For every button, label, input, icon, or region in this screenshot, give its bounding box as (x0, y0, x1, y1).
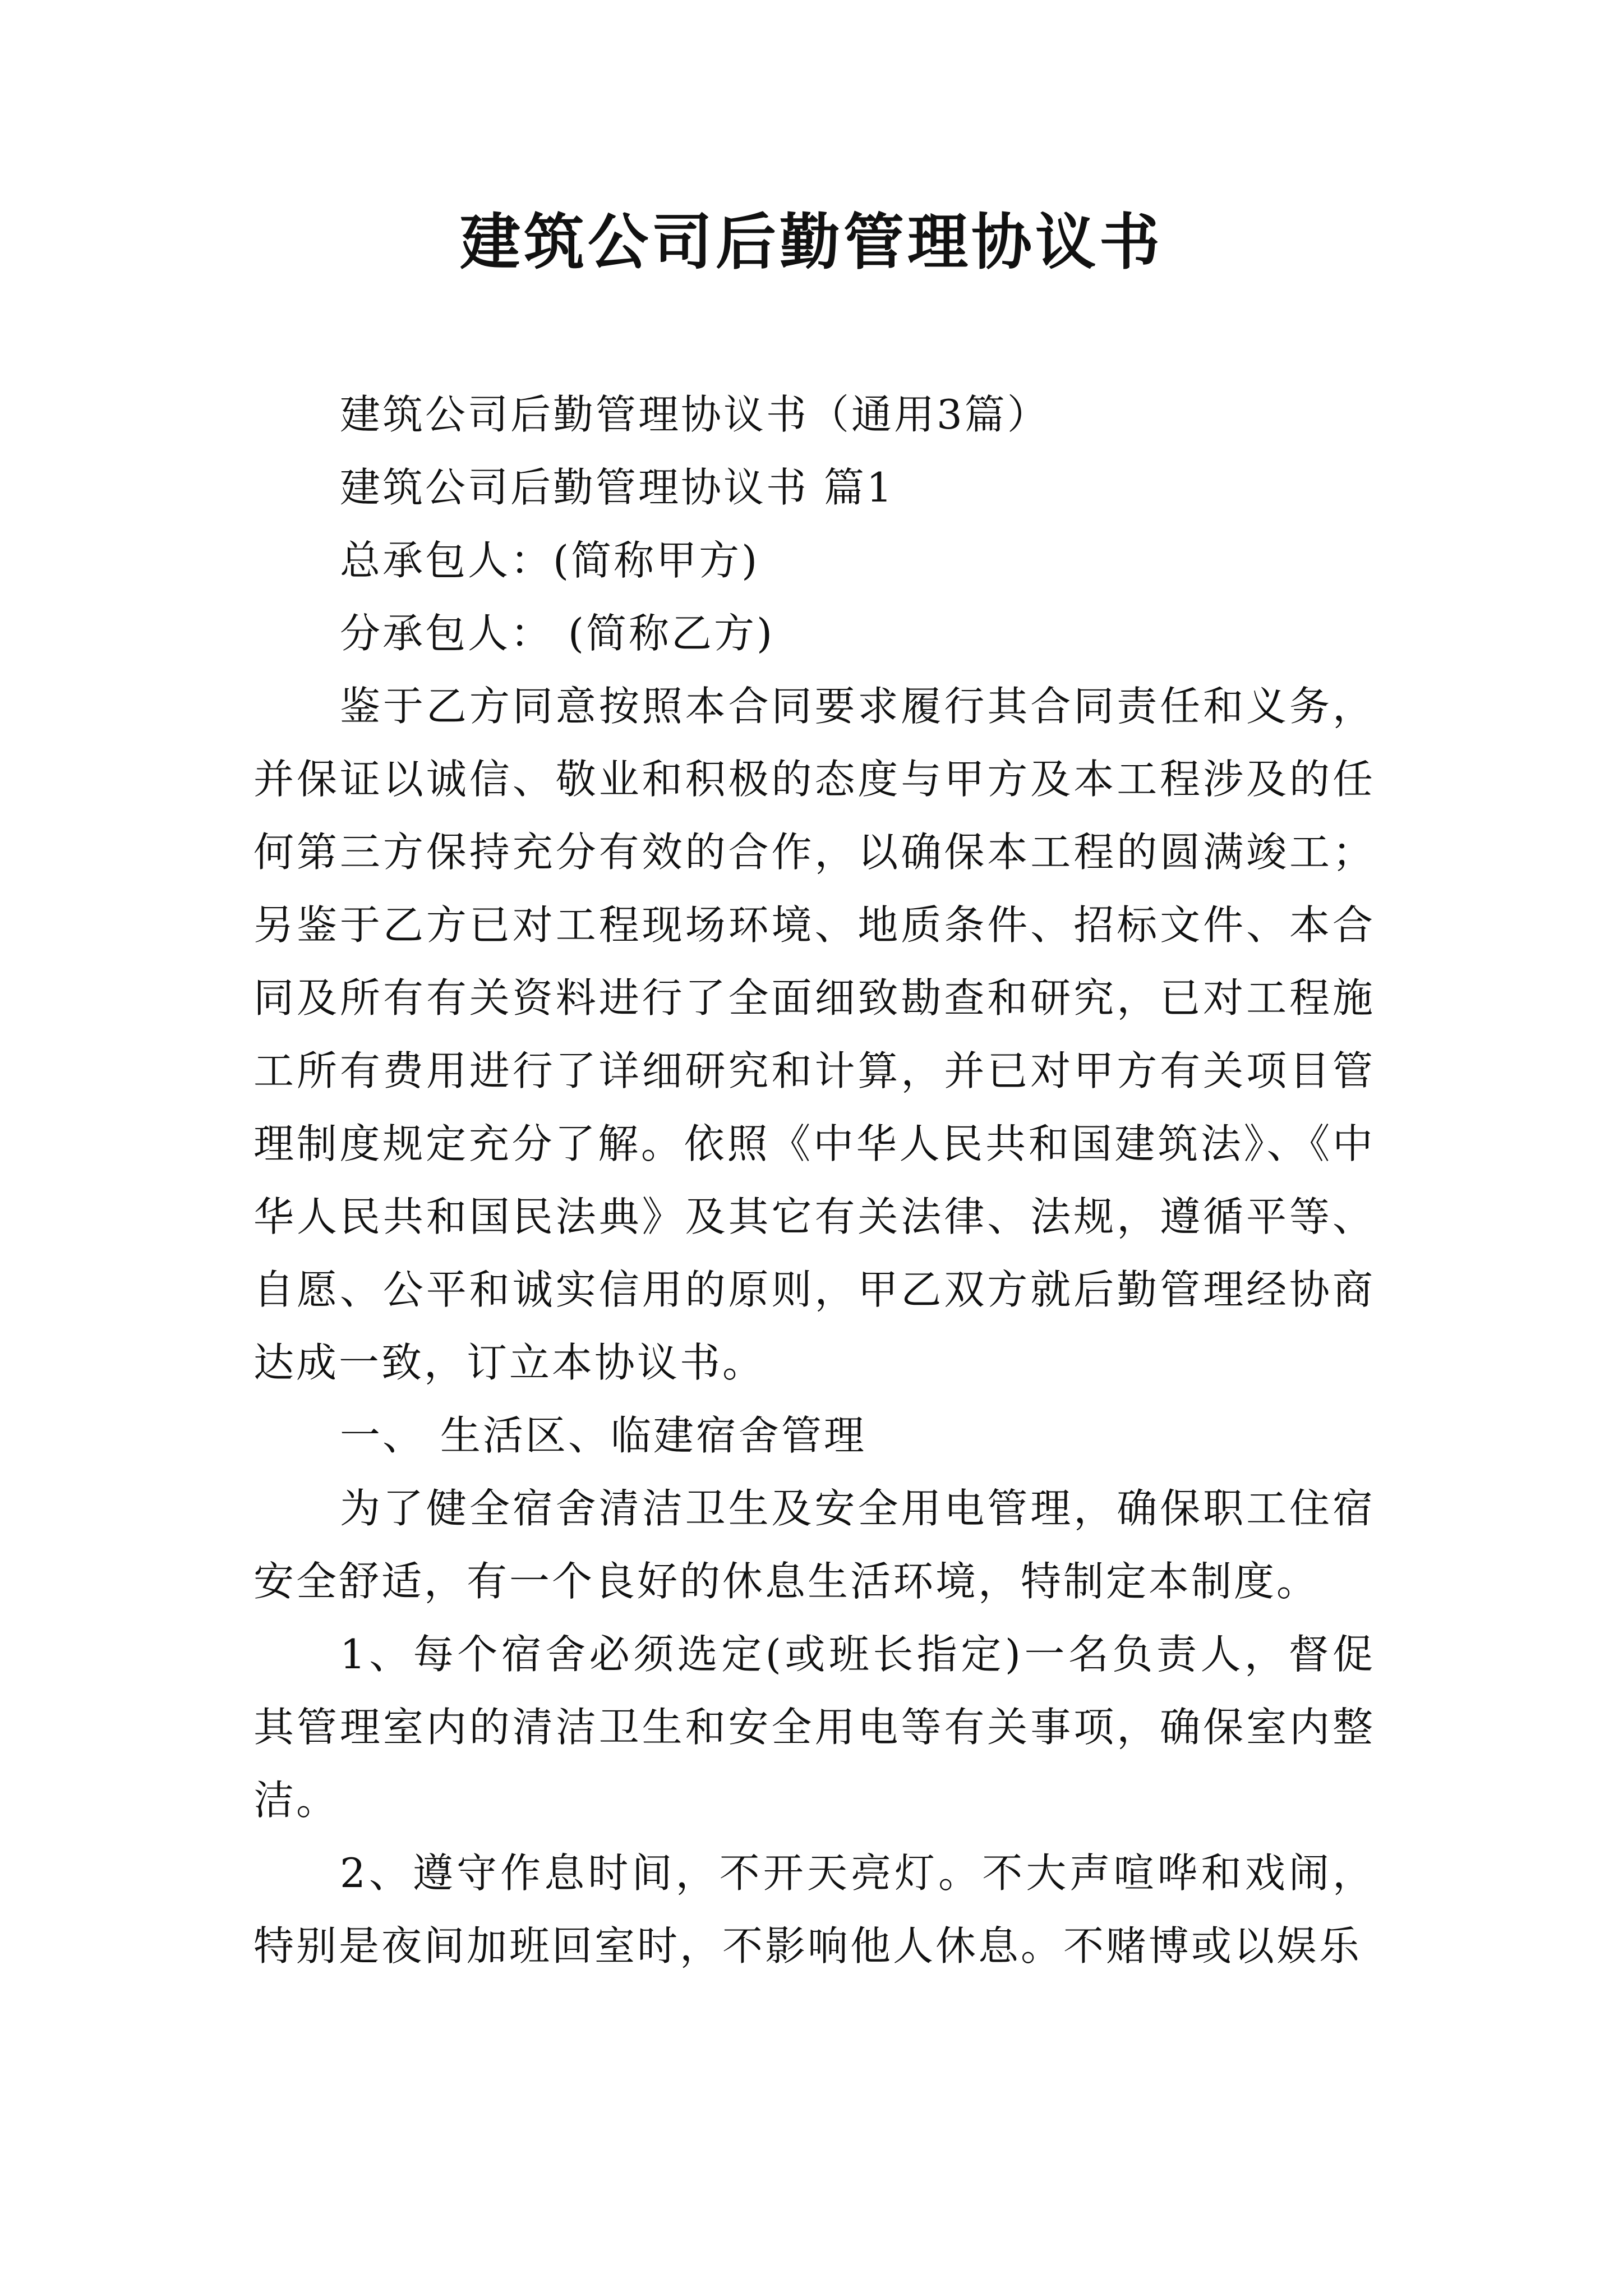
party-b-line: 分承包人： (简称乙方) (340, 610, 775, 657)
rule-item: 2、遵守作息时间，不开天亮灯。不大声喧哗和戏闹，特别是夜间加班回室时，不影响他人休息。不赌博或以娱乐 (253, 1849, 1375, 1970)
section-heading: 建筑公司后勤管理协议书 篇1 (340, 464, 895, 511)
document-title: 建筑公司后勤管理协议书 (459, 207, 1163, 278)
preamble-paragraph: 鉴于乙方同意按照本合同要求履行其合同责任和义务，并保证以诚信、敬业和积极的态度与甲方及本工程涉及的任何第三方保持充分有效的合作，以确保本工程的圆满竣工；另鉴于乙方已对工程现场环境、地质条件、招标文件、本合同及所有有关资料进行了全面细致勘查和研究，已对工程施工所有费用进行了详细研究和计算，并已对甲方有关项目管理制度规定充分了解。依照《中华人民共和国建筑法》、《中华人民共和国民法典》及其它有关法律、法规，遵循平等、自愿、公平和诚实信用的原则，甲乙双方就后勤管理经协商达成一致，订立本协议书。 (253, 683, 1375, 1386)
subtitle-paragraph: 建筑公司后勤管理协议书（通用3篇） (340, 391, 1050, 438)
chapter-heading: 一、 生活区、临建宿舍管理 (340, 1412, 866, 1459)
body-paragraph: 为了健全宿舍清洁卫生及安全用电管理，确保职工住宿安全舒适，有一个良好的休息生活环境，特制定本制度。 (253, 1485, 1375, 1605)
rule-item: 1、每个宿舍必须选定(或班长指定)一名负责人，督促其管理室内的清洁卫生和安全用电等有关事项，确保室内整洁。 (253, 1631, 1375, 1824)
document-body (253, 378, 1375, 1982)
party-a-line: 总承包人：(简称甲方) (340, 537, 760, 584)
